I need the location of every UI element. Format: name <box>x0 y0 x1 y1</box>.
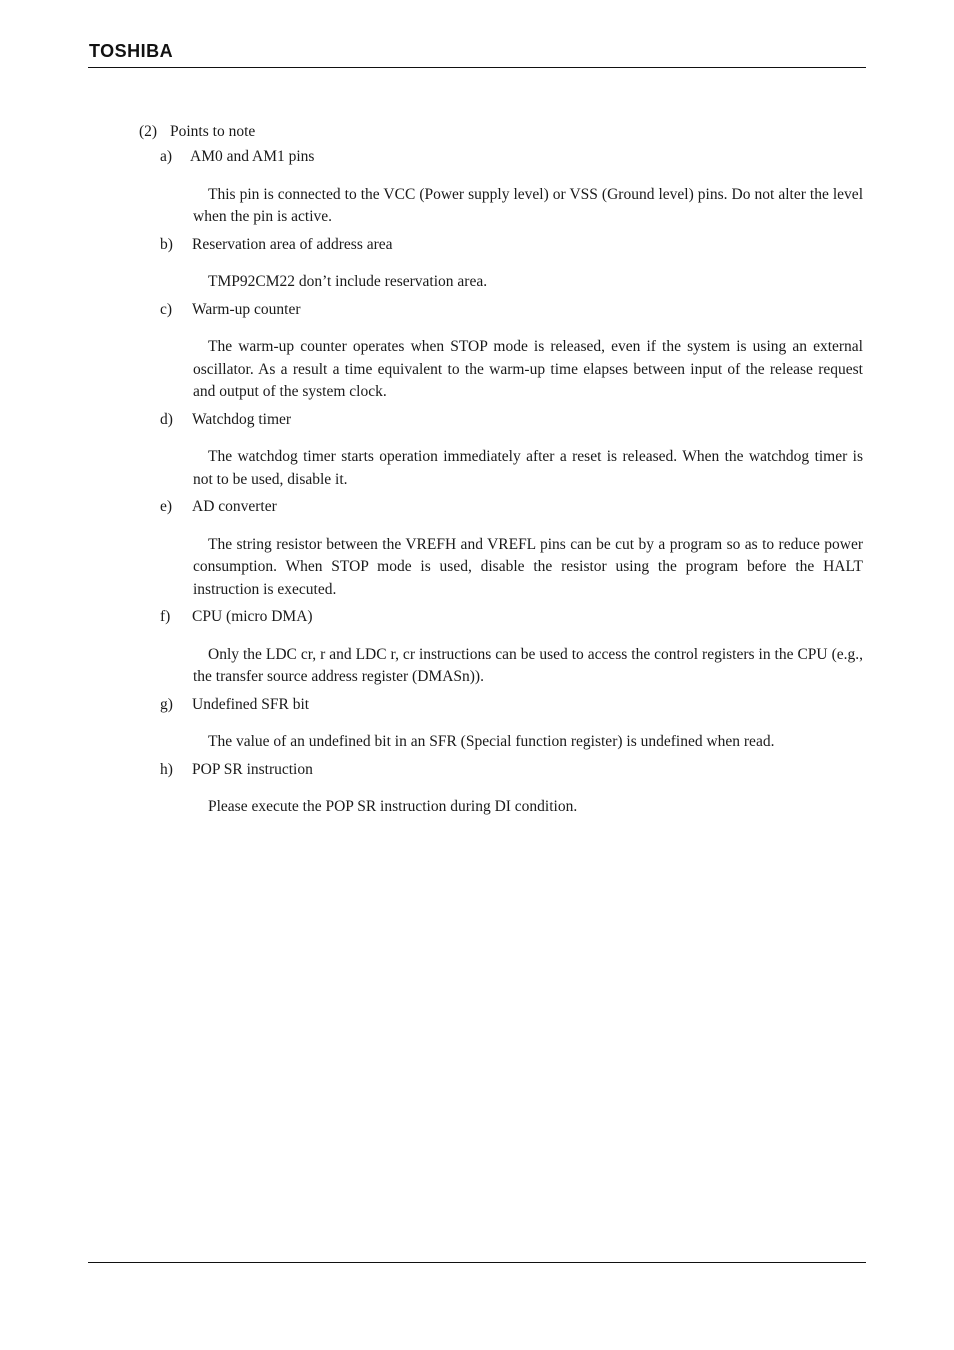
note-item-letter: b) <box>160 235 173 253</box>
note-item-heading <box>0 409 954 431</box>
note-item-letter: h) <box>160 760 173 778</box>
note-item-text: The value of an undefined bit in an SFR (Special function register) is undefined when read. <box>208 733 775 750</box>
note-item-letter: d) <box>160 410 173 428</box>
note-item-ad-converter <box>0 496 954 601</box>
note-item-title: Undefined SFR bit <box>192 695 310 713</box>
note-item-pop-sr-instruction <box>0 759 954 819</box>
note-item-heading <box>0 299 954 321</box>
note-item-title: POP SR instruction <box>192 760 313 778</box>
note-item-title: AM0 and AM1 pins <box>190 148 315 165</box>
note-item-text: TMP92CM22 don’t include reservation area. <box>208 273 488 290</box>
note-item-letter: f) <box>160 608 171 625</box>
note-item-cpu-micro-dma <box>0 606 954 689</box>
note-item-watchdog-timer <box>0 409 954 492</box>
note-item-text: The watchdog timer starts operation immediately after a reset is released. When the watchdog timer is not to be used, disable it. <box>193 448 863 488</box>
note-item-title: AD converter <box>192 498 277 515</box>
note-item-heading <box>0 146 954 168</box>
note-item-letter: g) <box>160 695 173 713</box>
note-item-title: Warm-up counter <box>192 300 301 318</box>
header-rule <box>88 67 866 68</box>
note-item-heading <box>0 759 954 781</box>
note-item-text: This pin is connected to the VCC (Power supply level) or VSS (Ground level) pins. Do not alter the level when the pin is active. <box>193 185 863 225</box>
note-item-undefined-sfr-bit <box>0 694 954 754</box>
note-item-text: The string resistor between the VREFH and VREFL pins can be cut by a program so as to reduce power consumption. When STOP mode is used, disable the resistor using the program before the HALT instruction is executed. <box>193 535 863 598</box>
document-body <box>0 121 954 824</box>
section-heading <box>0 121 954 143</box>
note-item-reservation-area <box>0 234 954 294</box>
note-item-text: Please execute the POP SR instruction during DI condition. <box>208 798 578 815</box>
note-item-text: The warm-up counter operates when STOP mode is released, even if the system is using an external oscillator. As a result a time equivalent to the warm-up time elapses between input of the release request and output of the system clock. <box>193 338 863 400</box>
note-item-heading <box>0 496 954 518</box>
note-item-title: Watchdog timer <box>192 410 292 428</box>
note-item-heading <box>0 234 954 256</box>
note-item-title: Reservation area of address area <box>192 235 393 253</box>
note-item-title: CPU (micro DMA) <box>192 608 313 625</box>
toshiba-logo: TOSHIBA <box>89 41 174 61</box>
note-item-warm-up-counter <box>0 299 954 404</box>
note-item-heading <box>0 606 954 628</box>
note-item-text: Only the LDC cr, r and LDC r, cr instructions can be used to access the control registers in the CPU (e.g., the transfer source address register (DMASn)). <box>193 645 863 685</box>
note-item-heading <box>0 694 954 716</box>
note-item-am-pins <box>0 146 954 229</box>
footer-rule <box>88 1262 866 1263</box>
note-item-letter: a) <box>160 148 173 165</box>
note-item-letter: c) <box>160 300 173 318</box>
section-title: Points to note <box>170 123 256 140</box>
section-number: (2) <box>139 123 158 140</box>
note-item-letter: e) <box>160 498 173 515</box>
